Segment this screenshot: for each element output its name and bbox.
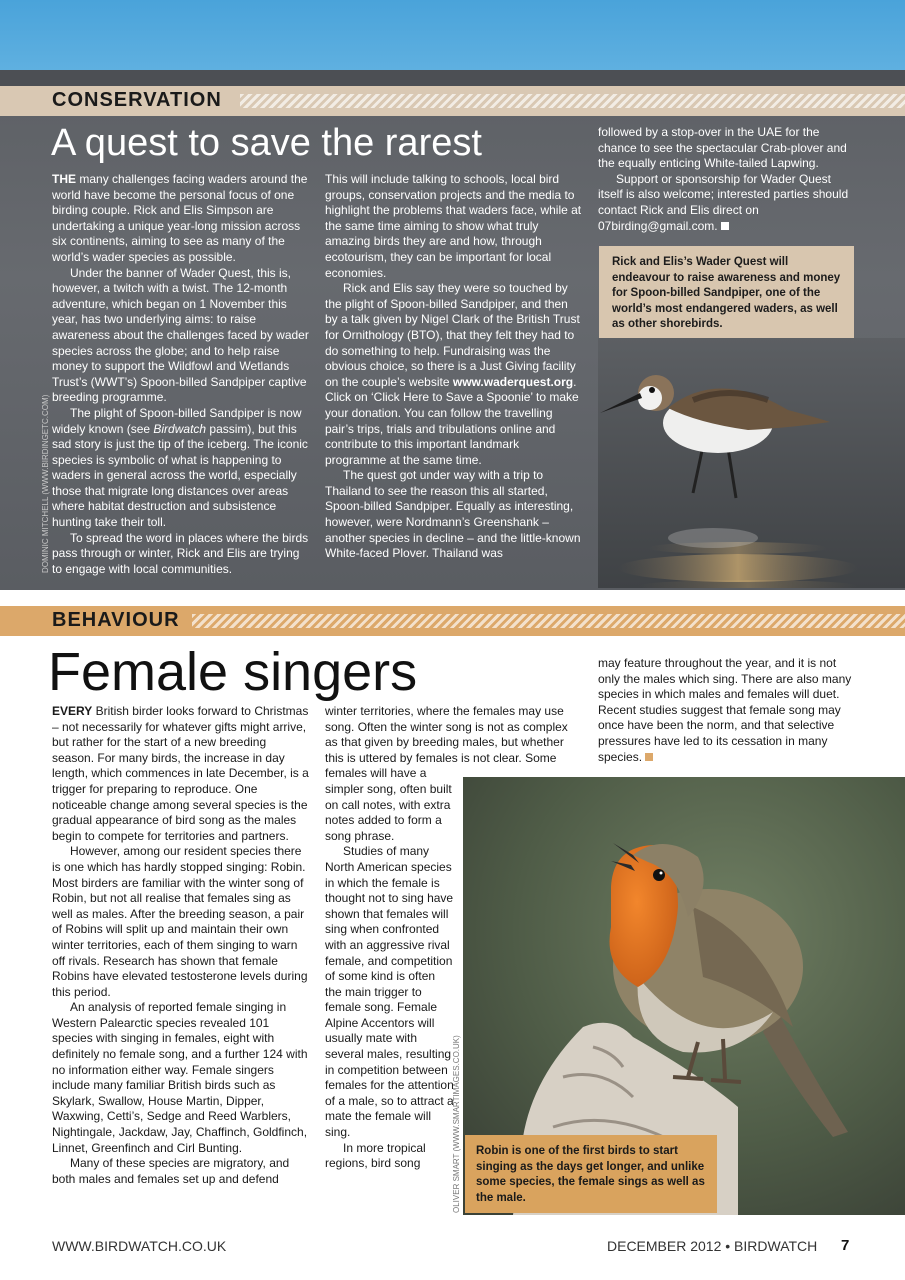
conservation-headline: A quest to save the rarest xyxy=(51,122,482,164)
paragraph: The plight of Spoon-billed Sandpiper is now widely known (see Birdwatch passim), but this sad story is just the tip of the iceberg. The iconic species is symbolic of what is happening to waders in general across the world, especially those that migrate long distances over areas where habitat destruction and subsistence hunting take their toll. xyxy=(52,405,308,530)
paragraph: An analysis of reported female singing in Western Palearctic species revealed 101 species with singing in females, eight with definitely no female song, and a further 124 with no information either way. Female singers include many familiar British birds such as Skylark, Swallow, House Martin, Dipper, Waxwing, Cetti’s, Sedge and Reed Warblers, Nightingale, Jackdaw, Jay, Chaffinch, Goldfinch, Linnet, Greenfinch and Cirl Bunting. xyxy=(52,1000,308,1155)
section-hatch xyxy=(192,614,905,628)
section-hatch xyxy=(240,94,905,108)
conservation-photo-credit: DOMINIC MITCHELL (WWW.BIRDINGETC.COM) xyxy=(41,394,50,573)
paragraph: To spread the word in places where the birds pass through or winter, Rick and Elis are trying to engage with local communities. xyxy=(52,530,309,576)
lead-word: THE xyxy=(52,172,76,186)
behaviour-column-3 xyxy=(598,656,856,765)
paragraph: However, among our resident species there is one which has hardly stopped singing: Robin. Most birders are familiar with the winter song of Robin, but not all realise that females sing as well as males. After the breeding season, a pair of Robins will split up and maintain their own winter territories, each of them singing to warn off rivals. Research has shown that female Robins have elevated testosterone levels during this period. xyxy=(52,844,308,999)
end-mark-icon xyxy=(721,222,729,230)
paragraph: many challenges facing waders around the world have become the personal focus of one birding couple. Rick and Elis Simpson are undertaking a unique year-long mission across six continents, aiming to see as many of the world’s wader species as possible. xyxy=(52,172,308,264)
paragraph: This will include talking to schools, local bird groups, conservation projects and the media to highlight the problems that waders face, while at the same time aiming to show what truly amazing birds they are and how, through ecotourism, they can be important for local economies. xyxy=(325,172,582,280)
robin-caption: Robin is one of the first birds to start singing as the days get longer, and unlike some species, the female sings as well as the male. xyxy=(465,1135,717,1213)
paragraph: followed by a stop-over in the UAE for the chance to see the spectacular Crab-plover and the equally enticing White-tailed Lapwing. xyxy=(598,125,847,171)
footer-website[interactable]: WWW.BIRDWATCH.CO.UK xyxy=(52,1238,227,1254)
behaviour-section-band xyxy=(0,606,905,636)
footer-issue-info: DECEMBER 2012 • BIRDWATCH xyxy=(607,1238,818,1254)
sandpiper-caption: Rick and Elis’s Wader Quest will endeavour to raise awareness and money for Spoon-billed Sandpiper, one of the world’s most endangered waders, as well as other shorebirds. xyxy=(599,246,854,338)
conservation-section-label: CONSERVATION xyxy=(52,89,222,111)
paragraph: Support or sponsorship for Wader Quest itself is also welcome; interested parties should contact Rick and Elis direct on 07birding@gmail.com. xyxy=(598,171,849,233)
end-mark-icon xyxy=(645,753,653,761)
behaviour-column-1 xyxy=(52,704,310,1187)
paragraph: In more tropical regions, bird song xyxy=(325,1140,426,1171)
paragraph: Under the banner of Wader Quest, this is, however, a twitch with a twist. The 12-month adventure, which began on 1 November this year, has two underlying aims: to raise awareness about the challenges faced by wader species across the globe; and to help raise money to support the Wildfowl and Wetlands Trust’s (WWT’s) Spoon-billed Sandpiper captive breeding programme. xyxy=(52,265,309,405)
lead-word: EVERY xyxy=(52,704,93,718)
conservation-column-3 xyxy=(598,125,856,234)
behaviour-headline: Female singers xyxy=(48,642,418,702)
conservation-section-band xyxy=(0,86,905,116)
paragraph: Rick and Elis say they were so touched by the plight of Spoon-billed Sandpiper, and then by a talk given by Nigel Clark of the British Trust for Ornithology (BTO), that they felt they had to do something to help. Fundraising was the obvious choice, so there is a Just Giving facility on the couple’s website www.waderquest.org. Click on ‘Click Here to Save a Spoonie’ to make your donation. You can follow the travelling pair’s trips, trials and tribulations online and contribute to this important landmark programme at the same time. xyxy=(325,281,580,467)
paragraph: winter territories, where the females may use song. Often the winter song is not as complex as that given by breeding males, but whether this is uttered by females is not clear. Some xyxy=(325,704,568,765)
paragraph: females will have a simpler song, often built on call notes, with extra notes added to form a song phrase. xyxy=(325,766,452,843)
header-sky-strip xyxy=(0,0,905,70)
behaviour-photo-credit: OLIVER SMART (WWW.SMARTIMAGES.CO.UK) xyxy=(452,1035,461,1213)
paragraph: may feature throughout the year, and it is not only the males which sing. There are also many species in which males and females will duet. Recent studies suggest that female song may once have been the norm, and that selective pressures have led to its cessation in many species. xyxy=(598,656,852,764)
paragraph: The quest got under way with a trip to Thailand to see the reason this all started, Spoon-billed Sandpiper. Equally as interesting, however, were Nordmann’s Greenshank – another species in decline – and the little-known White-faced Plover. Thailand was xyxy=(325,468,581,561)
conservation-column-1 xyxy=(52,172,310,577)
paragraph: Studies of many North American species in which the female is thought not to sing have shown that females will sing when confronted with an aggressive rival female, and competition of some kind is often the main trigger to female song. Female Alpine Accentors will usually mate with several males, resulting in competition between females for the attention of a male, so to attract a mate the female will sing. xyxy=(325,844,454,1140)
website-link[interactable]: www.waderquest.org xyxy=(452,374,574,389)
paragraph: British birder looks forward to Christmas – not necessarily for whatever gifts might arrive, but rather for the start of a new breeding season. For many birds, the increase in day length, which commences in late December, is a trigger for preparing to reproduce. One noticeable change among several species is the gradual appearance of bird song as the males begin to compete for territories and partners. xyxy=(52,704,309,843)
conservation-column-2 xyxy=(325,172,583,562)
sandpiper-photo xyxy=(598,338,905,588)
stone-edge xyxy=(0,70,905,86)
page-number: 7 xyxy=(841,1237,850,1254)
behaviour-section-label: BEHAVIOUR xyxy=(52,609,180,631)
paragraph: Many of these species are migratory, and both males and females set up and defend xyxy=(52,1156,290,1186)
